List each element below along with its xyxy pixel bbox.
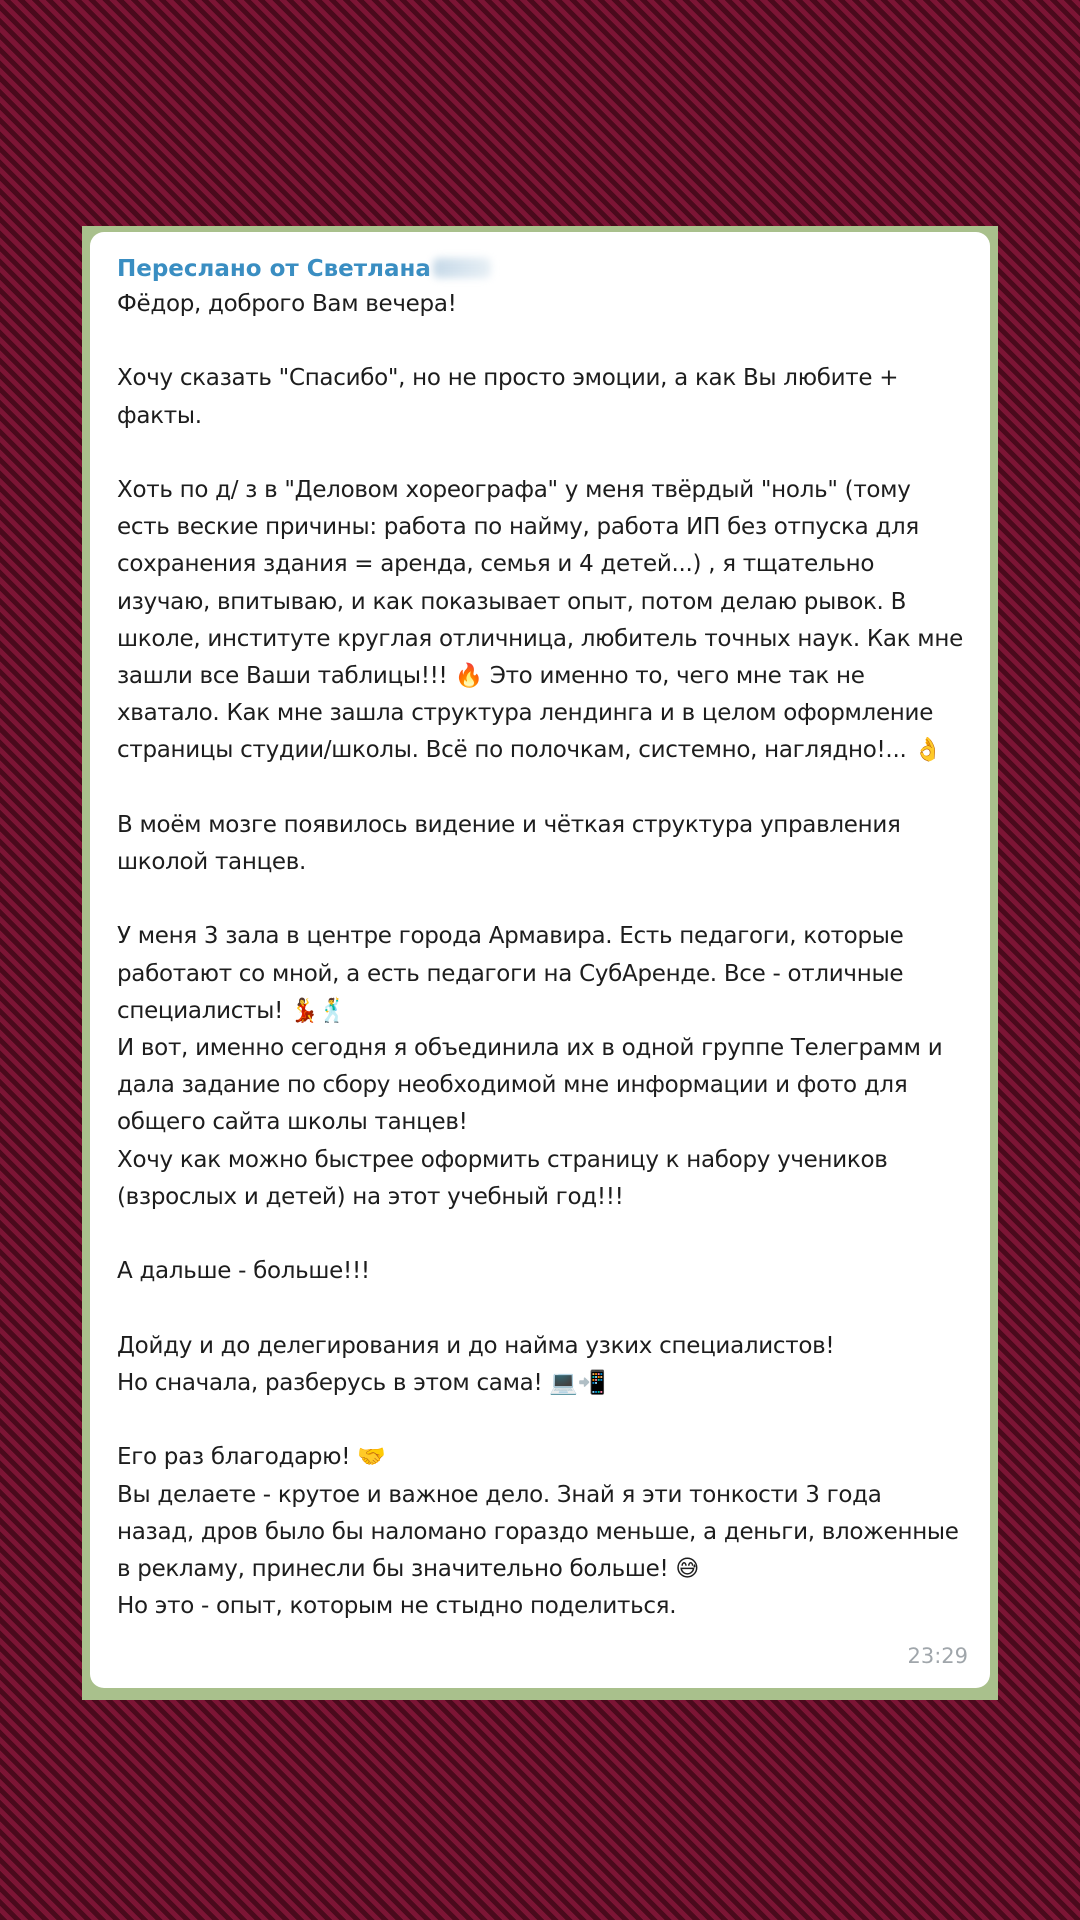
forwarded-from-header[interactable] — [117, 254, 964, 284]
forwarded-from-label[interactable]: Переслано от Светлана — [117, 256, 431, 282]
message-bubble[interactable] — [90, 232, 990, 1688]
message-text: Фёдор, доброго Вам вечера! Хочу сказать "Спасибо", но не просто эмоции, а как Вы любите + факты. Хоть по д/ з в "Деловом хореографа" у меня твёрдый "ноль" (тому есть веские причины: работа по найму, работа ИП без отпуска для сохранения здания = аренда, семья и 4 детей...) , я тщательно изучаю, впитываю, и как показывает опыт, потом делаю рывок. В школе, институте круглая отличница, любитель точных наук. Как мне зашли все Ваши таблицы!!! 🔥 Это именно то, чего мне так не хватало. Как мне зашла структура лендинга и в целом оформление страницы студии/школы. Всё по полочкам, системно, наглядно!... 👌 В моём мозге появилось видение и чёткая структура управления школой танцев. У меня 3 зала в центре города Армавира. Есть педагоги, которые работают со мной, а есть педагоги на СубАренде. Все - отличные специалисты! 💃🕺 И вот, именно сегодня я объединила их в одной группе Телеграмм и дала задание по сбору необходимой мне информации и фото для общего сайта школы танцев! Хочу как можно быстрее оформить страницу к набору учеников (взрослых и детей) на этот учебный год!!! А дальше - больше!!! Дойду и до делегирования и до найма узких специалистов! Но сначала, разберусь в этом сама! 💻📲 Его раз благодарю! 🤝 Вы делаете - крутое и важное дело. Знай я эти тонкости 3 года назад, дров было бы наломано гораздо меньше, а деньги, вложенные в рекламу, принесли бы значительно больше! 😅 Но это - опыт, которым не стыдно поделиться. — [117, 291, 963, 1620]
message-timestamp: 23:29 — [907, 1644, 968, 1668]
blurred-sender-surname — [433, 258, 491, 278]
screenshot-frame — [82, 226, 998, 1700]
